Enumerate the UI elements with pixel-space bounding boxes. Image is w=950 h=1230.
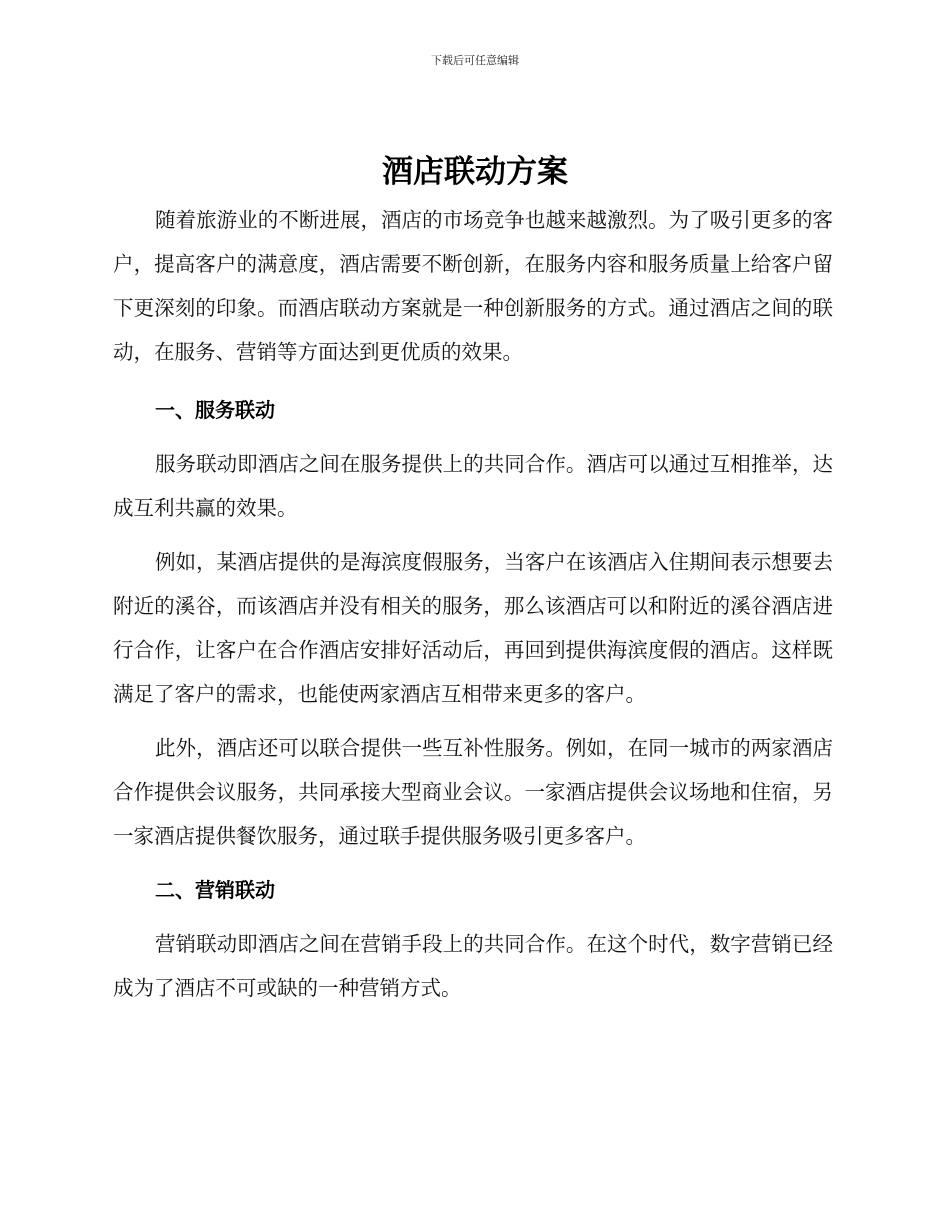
marketing-paragraph-1: 营销联动即酒店之间在营销手段上的共同合作。在这个时代，数字营销已经成为了酒店不可或缺的一种营销方式。: [113, 932, 833, 1000]
document-body: [113, 198, 833, 1020]
service-paragraph-2: 例如，某酒店提供的是海滨度假服务，当客户在该酒店入住期间表示想要去附近的溪谷，而该酒店并没有相关的服务，那么该酒店可以和附近的溪谷酒店进行合作，让客户在合作酒店安排好活动后，再回到提供海滨度假的酒店。这样既满足了客户的需求，也能使两家酒店互相带来更多的客户。: [113, 550, 833, 706]
section-heading-marketing: 二、营销联动: [155, 878, 275, 902]
service-paragraph-3: 此外，酒店还可以联合提供一些互补性服务。例如，在同一城市的两家酒店合作提供会议服务，共同承接大型商业会议。一家酒店提供会议场地和住宿，另一家酒店提供餐饮服务，通过联手提供服务吸引更多客户。: [113, 736, 833, 848]
service-paragraph-1: 服务联动即酒店之间在服务提供上的共同合作。酒店可以通过互相推举，达成互利共赢的效果。: [113, 452, 833, 520]
intro-paragraph: 随着旅游业的不断进展，酒店的市场竞争也越来越激烈。为了吸引更多的客户，提高客户的满意度，酒店需要不断创新，在服务内容和服务质量上给客户留下更深刻的印象。而酒店联动方案就是一种创新服务的方式。通过酒店之间的联动，在服务、营销等方面达到更优质的效果。: [113, 208, 833, 364]
document-title: 酒店联动方案: [382, 154, 568, 190]
page-header-note: 下载后可任意编辑: [431, 54, 519, 67]
section-heading-service: 一、服务联动: [155, 398, 275, 422]
